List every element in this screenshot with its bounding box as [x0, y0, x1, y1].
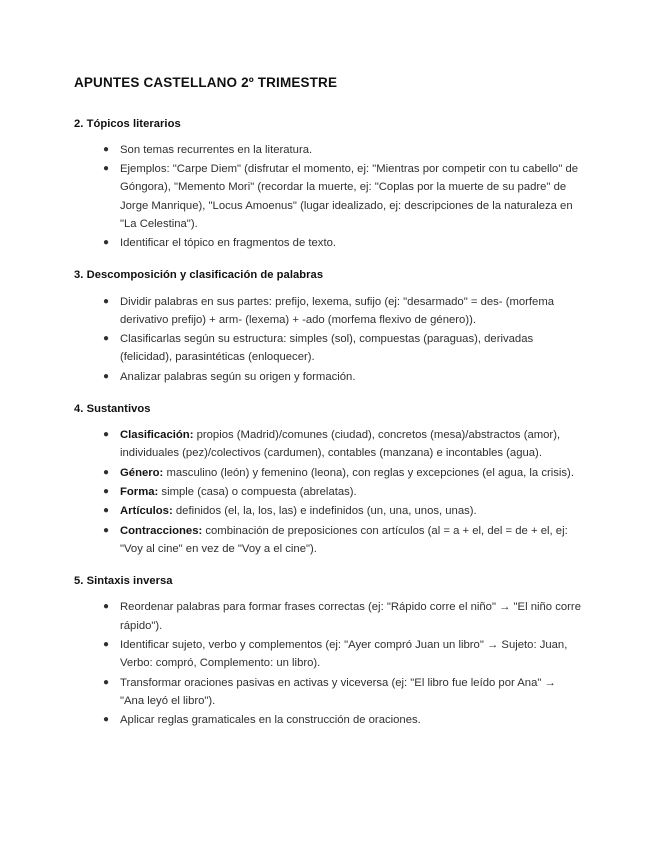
list-item-label: Artículos:: [120, 505, 173, 518]
document-section: [74, 268, 582, 386]
list-item: [103, 636, 582, 673]
list-item: [103, 234, 582, 252]
list-item: [103, 522, 582, 559]
bullet-dot-icon: ●: [103, 714, 110, 726]
list-item-text: definidos (el, la, los, las) e indefinidos (un, una, unos, unas).: [172, 505, 477, 518]
list-item-text: Identificar sujeto, verbo y complementos (ej: "Ayer compró Juan un libro" → Sujeto: Juan, Verbo: compró, Complemento: un libro).: [120, 638, 568, 670]
document-section: [74, 402, 582, 558]
list-item-text: Clasificarlas según su estructura: simples (sol), compuestas (paraguas), derivadas (felicidad), parasintéticas (enloquecer).: [120, 333, 534, 364]
list-item: [103, 711, 582, 729]
list-item-text: Reordenar palabras para formar frases correctas (ej: "Rápido corre el niño" → "El niño corre rápido").: [120, 601, 581, 632]
list-item-label: Contracciones:: [120, 524, 203, 537]
bullet-list: [74, 598, 582, 729]
list-item-text: Transformar oraciones pasivas en activas y viceversa (ej: "El libro fue leído por Ana" → "Ana leyó el libro").: [120, 676, 556, 707]
section-heading: 2. Tópicos literarios: [74, 117, 181, 130]
page-title: APUNTES CASTELLANO 2º TRIMESTRE: [74, 75, 338, 90]
list-item: [103, 502, 582, 520]
bullet-dot-icon: ●: [103, 162, 110, 174]
document-section: [74, 574, 582, 729]
list-item-text: combinación de preposiciones con artículos (al = a + el, del = de + el, ej: "Voy al cine" en vez de "Voy a el cine").: [120, 524, 568, 555]
bullet-dot-icon: ●: [103, 505, 110, 517]
list-item: [103, 674, 582, 711]
list-item: [103, 368, 582, 386]
list-item-text: simple (casa) o compuesta (abrelatas).: [158, 486, 357, 499]
bullet-list: [74, 293, 582, 386]
list-item-text: masculino (león) y femenino (leona), con reglas y excepciones (el agua, la crisis).: [163, 466, 574, 479]
list-item-label: Clasificación:: [120, 429, 194, 442]
bullet-dot-icon: ●: [103, 486, 110, 498]
section-heading: 4. Sustantivos: [74, 403, 151, 416]
section-heading: 3. Descomposición y clasificación de palabras: [74, 269, 324, 282]
list-item: [103, 160, 582, 233]
list-item-label: Forma:: [120, 486, 159, 499]
bullet-dot-icon: ●: [103, 638, 110, 650]
list-item-text: Aplicar reglas gramaticales en la construcción de oraciones.: [120, 714, 421, 727]
list-item: [103, 293, 582, 330]
list-item-text: Son temas recurrentes en la literatura.: [120, 143, 313, 156]
list-item-text: Ejemplos: "Carpe Diem" (disfrutar el momento, ej: "Mientras por competir con tu cabello" de Góngora), "Memento Mori" (recordar la muerte, ej: "Coplas por la muerte de su padre" de Jorge Manrique), "Locus Amoenus" (lugar idealizado, ej: descripciones de la naturaleza en "La Celestina").: [120, 162, 579, 230]
bullet-list: [74, 141, 582, 253]
bullet-dot-icon: ●: [103, 295, 110, 307]
bullet-dot-icon: ●: [103, 237, 110, 249]
bullet-dot-icon: ●: [103, 524, 110, 536]
list-item: [103, 598, 582, 635]
list-item: [103, 426, 582, 463]
bullet-list: [74, 426, 582, 558]
bullet-dot-icon: ●: [103, 333, 110, 345]
list-item-text: Analizar palabras según su origen y formación.: [120, 370, 356, 383]
document-body: [74, 117, 582, 730]
list-item-text: Identificar el tópico en fragmentos de texto.: [120, 237, 337, 250]
bullet-dot-icon: ●: [103, 466, 110, 478]
bullet-dot-icon: ●: [103, 676, 110, 688]
list-item-text: propios (Madrid)/comunes (ciudad), concretos (mesa)/abstractos (amor), individuales (pez)/colectivos (cardumen), contables (manzana) e incontables (agua).: [120, 429, 561, 460]
list-item: [103, 483, 582, 501]
bullet-dot-icon: ●: [103, 601, 110, 613]
list-item-text: Dividir palabras en sus partes: prefijo, lexema, sufijo (ej: "desarmado" = des- (morfema derivativo prefijo) + arm- (lexema) + -ado (morfema flexivo de género)).: [120, 295, 555, 326]
list-item: [103, 330, 582, 367]
list-item: [103, 464, 582, 482]
section-heading: 5. Sintaxis inversa: [74, 575, 173, 588]
list-item: [103, 141, 582, 159]
bullet-dot-icon: ●: [103, 370, 110, 382]
bullet-dot-icon: ●: [103, 429, 110, 441]
document-section: [74, 117, 582, 253]
bullet-dot-icon: ●: [103, 143, 110, 155]
list-item-label: Género:: [120, 466, 164, 479]
